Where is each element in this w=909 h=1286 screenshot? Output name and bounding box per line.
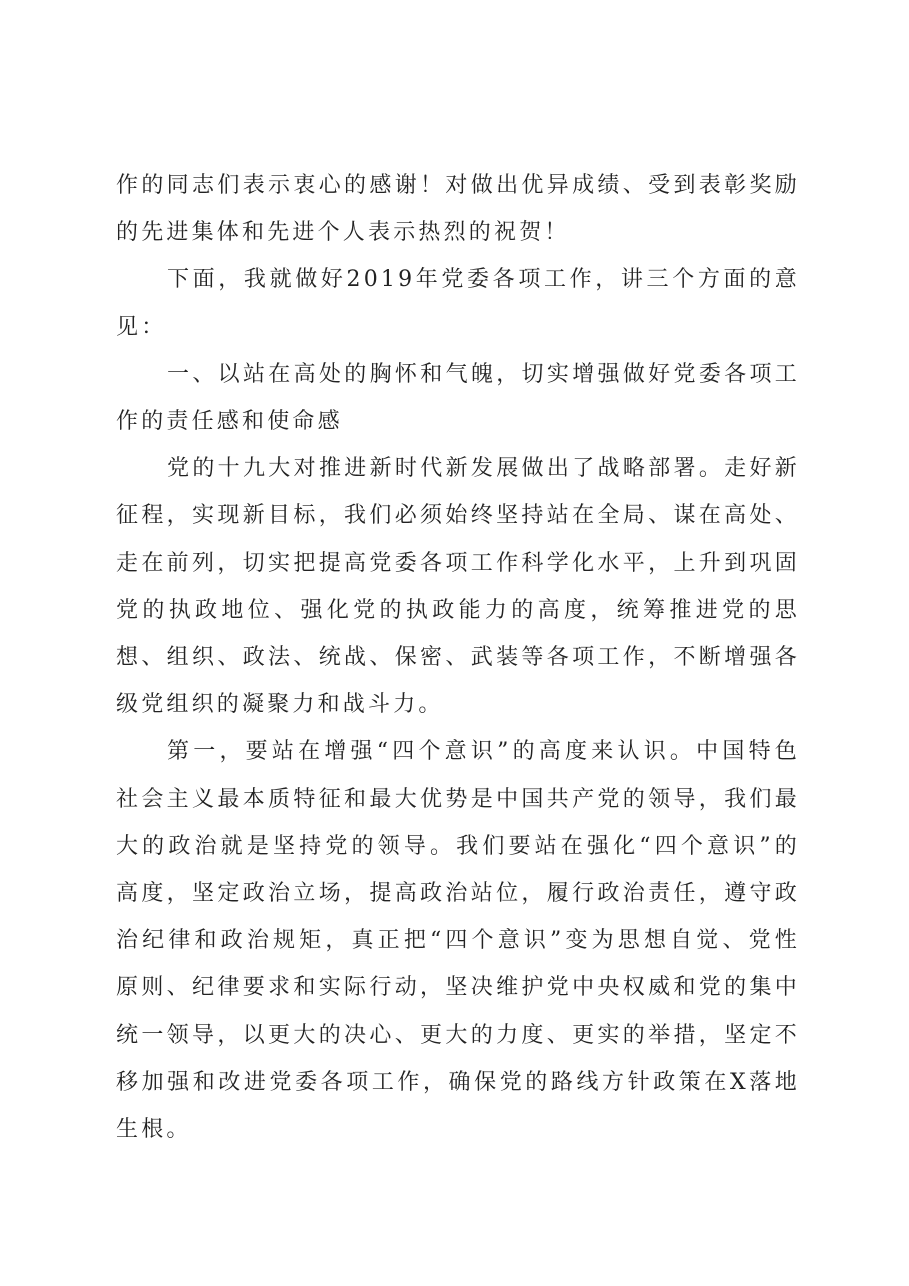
- paragraph-1: 作的同志们表示衷心的感谢！对做出优异成绩、受到表彰奖励的先进集体和先进个人表示热烈的祝贺！: [116, 173, 800, 246]
- section-heading-1: 一、以站在高处的胸怀和气魄，切实增强做好党委各项工作的责任感和使命感: [116, 361, 800, 435]
- paragraph-4: 第一，要站在增强“四个意识”的高度来认识。中国特色社会主义最本质特征和最大优势是中国共产党的领导，我们最大的政治就是坚持党的领导。我们要站在强化“四个意识”的高度，坚定政治立场，提高政治站位，履行政治责任，遵守政治纪律和政治规矩，真正把“四个意识”变为思想自觉、党性原则、纪律要求和实际行动，坚决维护党中央权威和党的集中统一领导，以更大的决心、更大的力度、更实的举措，坚定不移加强和改进党委各项工作，确保党的路线方针政策在X落地生根。: [116, 739, 800, 1143]
- paragraph-2: 下面，我就做好2019年党委各项工作，讲三个方面的意见：: [116, 267, 800, 340]
- document-body: [116, 162, 800, 1153]
- paragraph-3: 党的十九大对推进新时代新发展做出了战略部署。走好新征程，实现新目标，我们必须始终坚持站在全局、谋在高处、走在前列，切实把提高党委各项工作科学化水平，上升到巩固党的执政地位、强化党的执政能力的高度，统筹推进党的思想、组织、政法、统战、保密、武装等各项工作，不断增强各级党组织的凝聚力和战斗力。: [116, 456, 800, 718]
